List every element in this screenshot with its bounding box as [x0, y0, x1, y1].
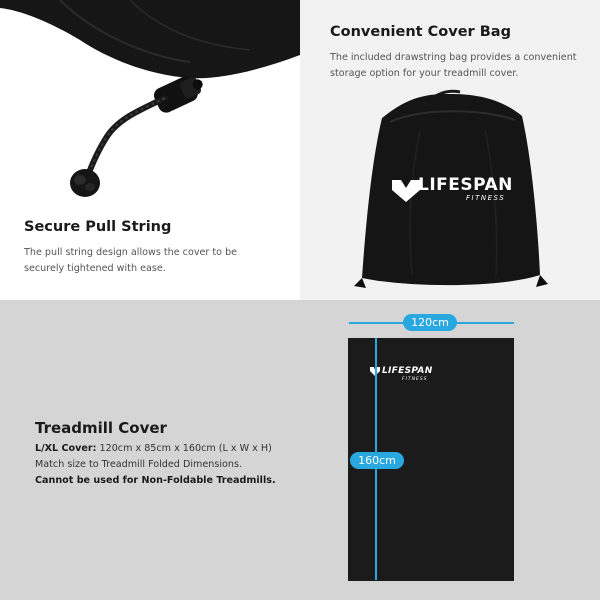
cover-logo-sub: FITNESS	[402, 377, 428, 382]
spec-label: L/XL Cover:	[35, 443, 97, 454]
cover-bag-description: The included drawstring bag provides a convenient storage option for your treadmill cover.	[330, 52, 577, 79]
drawstring-bag-image	[300, 0, 600, 300]
pull-string-description: The pull string design allows the cover to be securely tightened with ease.	[24, 247, 238, 274]
spec-value: 120cm x 85cm x 160cm (L x W x H)	[96, 443, 272, 454]
height-label: 160cm	[350, 452, 404, 469]
cover-bag-title: Convenient Cover Bag	[330, 24, 511, 40]
match-size-line: Match size to Treadmill Folded Dimensions.	[35, 459, 242, 470]
treadmill-cover-title: Treadmill Cover	[35, 419, 167, 437]
treadmill-cover-specs	[35, 441, 315, 489]
width-label: 120cm	[403, 314, 457, 331]
cover-logo-word: LIFESPAN	[382, 366, 433, 376]
cover-bag-panel	[300, 0, 600, 300]
bag-logo-sub: FITNESS	[466, 194, 506, 202]
pull-string-photo	[0, 0, 300, 210]
pull-string-panel	[0, 0, 300, 300]
bag-logo-word: LIFESPAN	[418, 175, 513, 195]
spec-line	[35, 441, 315, 457]
non-foldable-warning: Cannot be used for Non-Foldable Treadmills.	[35, 475, 276, 486]
treadmill-cover-panel	[0, 300, 600, 600]
pull-string-title: Secure Pull String	[24, 219, 172, 235]
